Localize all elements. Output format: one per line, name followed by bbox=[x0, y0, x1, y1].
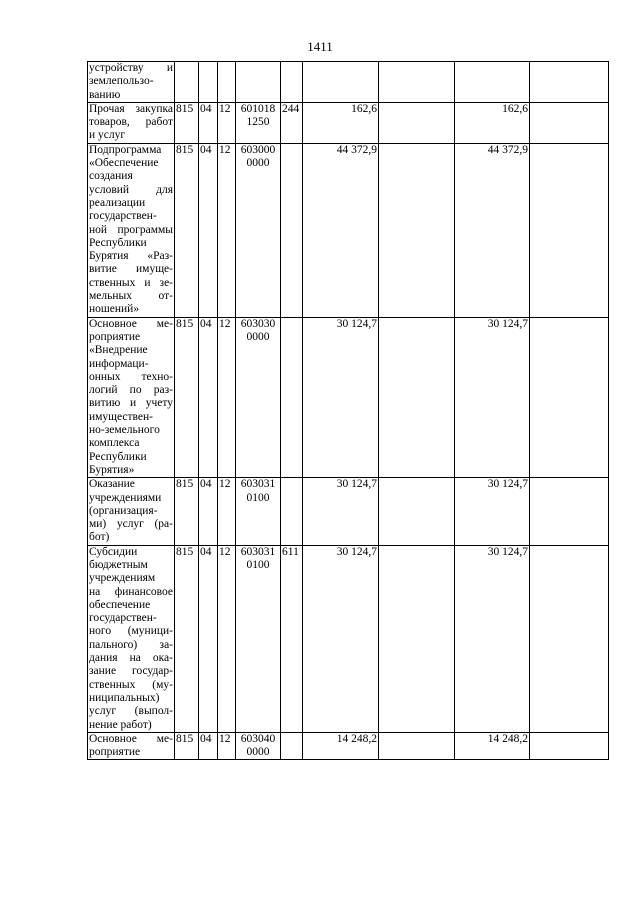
row-name-line: имуществен- bbox=[89, 410, 154, 423]
sum-cell-4 bbox=[530, 732, 609, 760]
pr-cell: 12 bbox=[218, 478, 236, 545]
row-name-line: бот) bbox=[89, 531, 110, 544]
pr-cell: 12 bbox=[218, 545, 236, 732]
row-name-line: услуг (выпол- bbox=[89, 705, 173, 718]
csr-line: 603040 bbox=[240, 732, 276, 745]
sum-cell-4 bbox=[530, 102, 609, 143]
csr-cell bbox=[236, 102, 281, 143]
row-name-line: Республики bbox=[89, 450, 147, 463]
sum-cell-1: 44 372,9 bbox=[303, 143, 379, 317]
row-name-line: учреждениям bbox=[89, 572, 156, 585]
csr-cell bbox=[236, 545, 281, 732]
sum-cell-4 bbox=[530, 545, 609, 732]
sum-cell-2 bbox=[379, 732, 455, 760]
csr-line: 603031 bbox=[240, 478, 276, 491]
row-name-line: условий для bbox=[89, 183, 173, 196]
grbs-cell: 815 bbox=[175, 478, 199, 545]
csr-line: 0000 bbox=[246, 330, 270, 343]
grbs-cell: 815 bbox=[175, 317, 199, 478]
row-name-line: Бурятия» bbox=[89, 463, 135, 476]
sum-cell-2 bbox=[379, 62, 455, 103]
sum-cell-2 bbox=[379, 545, 455, 732]
csr-line: 603031 bbox=[240, 545, 276, 558]
rz-cell bbox=[199, 62, 218, 103]
row-name-line: ного (муници- bbox=[89, 625, 173, 638]
table-row bbox=[88, 143, 609, 317]
row-name-line: государствен- bbox=[89, 210, 157, 223]
row-name-line: ной программы bbox=[89, 223, 173, 236]
row-name-cell bbox=[88, 62, 175, 103]
table-row bbox=[88, 62, 609, 103]
row-name-line: информаци- bbox=[89, 357, 149, 370]
row-name-line: пального) за- bbox=[89, 638, 173, 651]
row-name-line: государствен- bbox=[89, 612, 157, 625]
csr-line: 0000 bbox=[246, 157, 270, 170]
row-name-line: ственных (му- bbox=[89, 678, 173, 691]
row-name-line: комплекса bbox=[89, 437, 140, 450]
sum-cell-2 bbox=[379, 317, 455, 478]
row-name-line: Оказание bbox=[89, 478, 135, 491]
row-name-line: товаров, работ bbox=[89, 116, 173, 129]
sum-cell-4 bbox=[530, 143, 609, 317]
pr-cell bbox=[218, 62, 236, 103]
pr-cell: 12 bbox=[218, 317, 236, 478]
row-name-line: «Внедрение bbox=[89, 344, 148, 357]
row-name-line: онных техно- bbox=[89, 370, 173, 383]
rz-cell: 04 bbox=[199, 545, 218, 732]
row-name-line: на финансовое bbox=[89, 585, 173, 598]
csr-cell bbox=[236, 317, 281, 478]
grbs-cell: 815 bbox=[175, 143, 199, 317]
sum-cell-3: 30 124,7 bbox=[455, 478, 530, 545]
row-name-line: логий по раз- bbox=[89, 384, 173, 397]
row-name-line: дания на ока- bbox=[89, 652, 173, 665]
csr-line: 601018 bbox=[240, 102, 276, 115]
row-name-line: «Обеспечение bbox=[89, 157, 159, 170]
row-name-line: витие имуще- bbox=[89, 263, 173, 276]
sum-cell-4 bbox=[530, 317, 609, 478]
table-row bbox=[88, 317, 609, 478]
csr-line: 0000 bbox=[246, 746, 270, 759]
sum-cell-4 bbox=[530, 62, 609, 103]
row-name-line: ванию bbox=[89, 88, 121, 101]
sum-cell-2 bbox=[379, 102, 455, 143]
sum-cell-1: 30 124,7 bbox=[303, 478, 379, 545]
sum-cell-3: 30 124,7 bbox=[455, 317, 530, 478]
row-name-line: роприятие bbox=[89, 746, 141, 759]
rz-cell: 04 bbox=[199, 317, 218, 478]
sum-cell-2 bbox=[379, 478, 455, 545]
rz-cell: 04 bbox=[199, 478, 218, 545]
sum-cell-3: 30 124,7 bbox=[455, 545, 530, 732]
row-name-line: Прочая закупка bbox=[89, 102, 173, 115]
row-name-cell bbox=[88, 143, 175, 317]
row-name-cell bbox=[88, 545, 175, 732]
sum-cell-4 bbox=[530, 478, 609, 545]
sum-cell-1: 30 124,7 bbox=[303, 317, 379, 478]
pr-cell: 12 bbox=[218, 143, 236, 317]
row-name-line: создания bbox=[89, 170, 133, 183]
row-name-line: нение работ) bbox=[89, 718, 152, 731]
rz-cell: 04 bbox=[199, 102, 218, 143]
csr-cell bbox=[236, 143, 281, 317]
row-name-cell bbox=[88, 478, 175, 545]
table-row bbox=[88, 732, 609, 760]
row-name-line: мельных от- bbox=[89, 290, 173, 303]
grbs-cell: 815 bbox=[175, 102, 199, 143]
table-row bbox=[88, 478, 609, 545]
row-name-line: Субсидии bbox=[89, 545, 138, 558]
table-row bbox=[88, 545, 609, 732]
row-name-line: Основное ме- bbox=[89, 732, 173, 745]
row-name-line: ношений» bbox=[89, 303, 140, 316]
row-name-line: зание государ- bbox=[89, 665, 173, 678]
row-name-line: роприятие bbox=[89, 330, 141, 343]
row-name-line: ственных и зе- bbox=[89, 276, 173, 289]
row-name-cell bbox=[88, 102, 175, 143]
row-name-cell bbox=[88, 732, 175, 760]
row-name-line: ниципальных) bbox=[89, 691, 160, 704]
csr-cell bbox=[236, 62, 281, 103]
row-name-line: реализации bbox=[89, 196, 146, 209]
table-row bbox=[88, 102, 609, 143]
sum-cell-1 bbox=[303, 62, 379, 103]
csr-cell bbox=[236, 732, 281, 760]
grbs-cell: 815 bbox=[175, 732, 199, 760]
row-name-line: обеспечение bbox=[89, 598, 151, 611]
vr-cell bbox=[281, 732, 303, 760]
row-name-line: но-земельного bbox=[89, 424, 160, 437]
row-name-line: Основное ме- bbox=[89, 317, 173, 330]
grbs-cell bbox=[175, 62, 199, 103]
row-name-line: учреждениями bbox=[89, 491, 162, 504]
grbs-cell: 815 bbox=[175, 545, 199, 732]
sum-cell-1: 30 124,7 bbox=[303, 545, 379, 732]
csr-line: 603030 bbox=[240, 317, 276, 330]
row-name-line: устройству и bbox=[89, 62, 173, 74]
sum-cell-3: 14 248,2 bbox=[455, 732, 530, 760]
vr-cell: 244 bbox=[281, 102, 303, 143]
csr-line: 603000 bbox=[240, 143, 276, 156]
row-name-line: и услуг bbox=[89, 129, 126, 142]
pr-cell: 12 bbox=[218, 732, 236, 760]
vr-cell: 611 bbox=[281, 545, 303, 732]
vr-cell bbox=[281, 143, 303, 317]
rz-cell: 04 bbox=[199, 732, 218, 760]
row-name-line: Бурятия «Раз- bbox=[89, 250, 173, 263]
csr-line: 0100 bbox=[246, 491, 270, 504]
row-name-line: землепользо- bbox=[89, 75, 154, 88]
sum-cell-2 bbox=[379, 143, 455, 317]
budget-table bbox=[87, 61, 609, 760]
row-name-line: Подпрограмма bbox=[89, 143, 162, 156]
csr-cell bbox=[236, 478, 281, 545]
row-name-line: ми) услуг (ра- bbox=[89, 518, 173, 531]
vr-cell bbox=[281, 62, 303, 103]
row-name-line: (организация- bbox=[89, 504, 158, 517]
sum-cell-3: 162,6 bbox=[455, 102, 530, 143]
row-name-line: Республики bbox=[89, 236, 147, 249]
page-number: 1411 bbox=[307, 39, 333, 54]
csr-line: 1250 bbox=[246, 116, 270, 129]
row-name-line: витию и учету bbox=[89, 397, 173, 410]
sum-cell-1: 162,6 bbox=[303, 102, 379, 143]
csr-line: 0100 bbox=[246, 558, 270, 571]
vr-cell bbox=[281, 478, 303, 545]
vr-cell bbox=[281, 317, 303, 478]
row-name-line: бюджетным bbox=[89, 558, 148, 571]
pr-cell: 12 bbox=[218, 102, 236, 143]
sum-cell-3: 44 372,9 bbox=[455, 143, 530, 317]
row-name-cell bbox=[88, 317, 175, 478]
sum-cell-3 bbox=[455, 62, 530, 103]
sum-cell-1: 14 248,2 bbox=[303, 732, 379, 760]
rz-cell: 04 bbox=[199, 143, 218, 317]
